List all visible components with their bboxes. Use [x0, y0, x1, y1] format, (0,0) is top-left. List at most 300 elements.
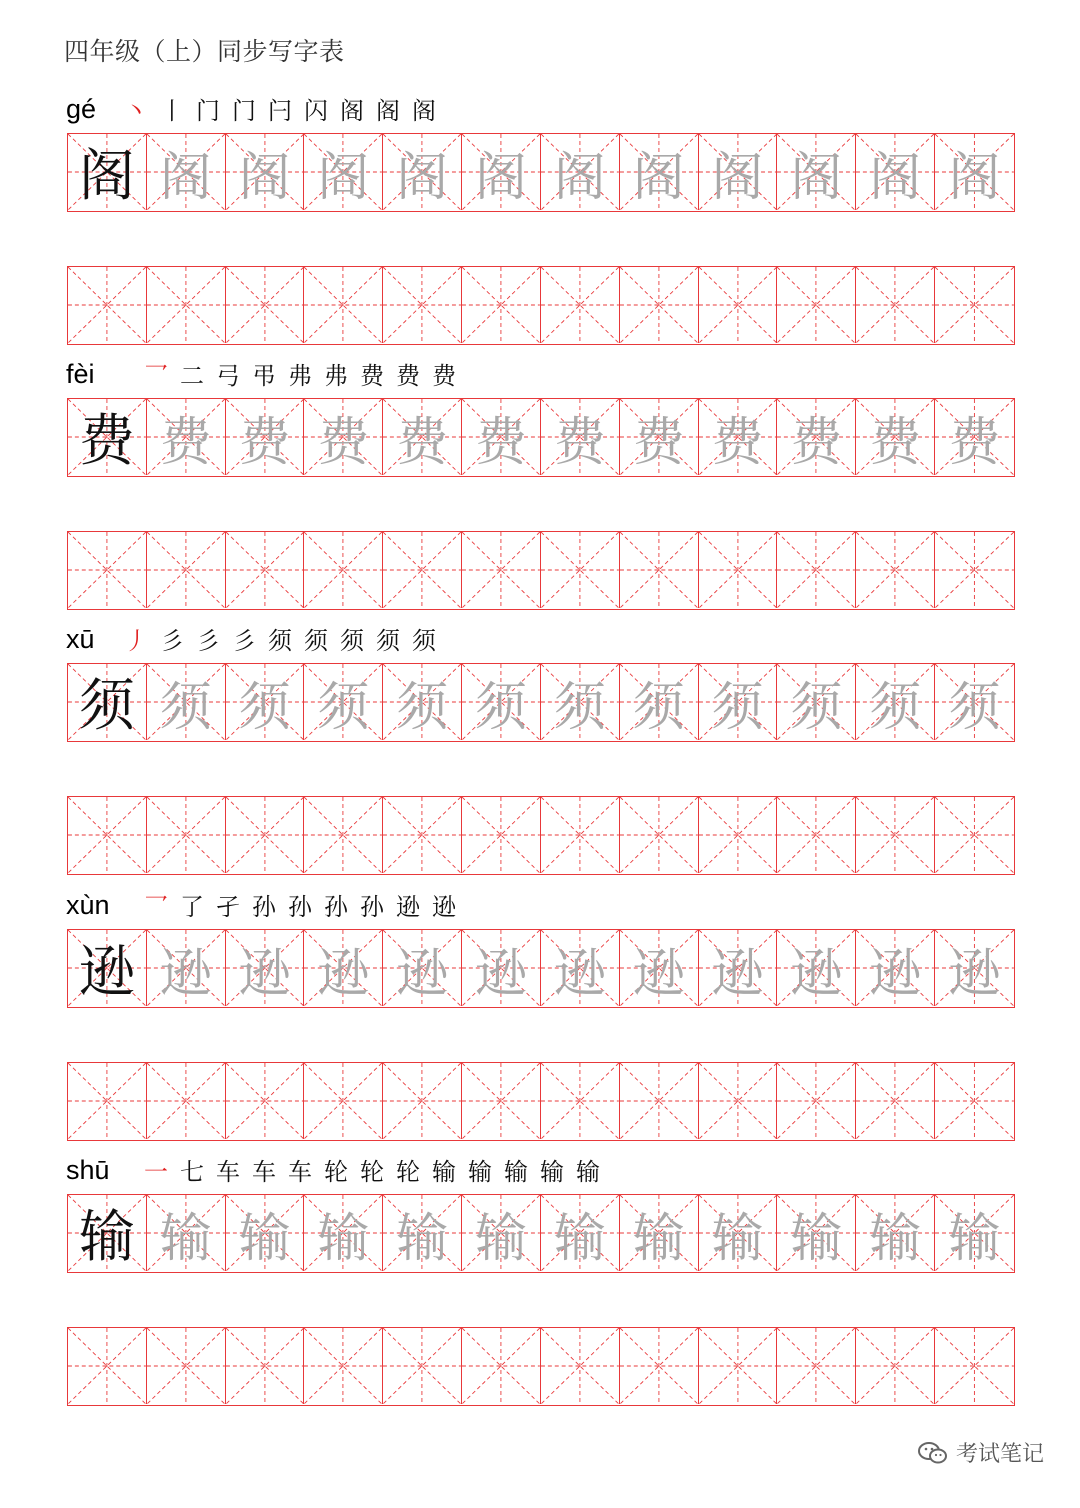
stroke-step: 丨 — [160, 97, 184, 125]
stroke-step: 阁 — [340, 97, 364, 125]
trace-character: 输 — [238, 1208, 291, 1269]
trace-cell — [226, 399, 305, 475]
practice-cell[interactable] — [68, 532, 147, 608]
trace-character: 阁 — [396, 147, 449, 208]
stroke-step: 孙 — [360, 893, 384, 921]
practice-cell[interactable] — [935, 1328, 1014, 1404]
grid-guide-lines — [856, 1063, 934, 1139]
practice-cell[interactable] — [147, 267, 226, 343]
stroke-order — [138, 888, 462, 924]
trace-character: 阁 — [632, 147, 685, 208]
trace-cell — [777, 399, 856, 475]
trace-cell — [226, 134, 305, 210]
practice-cell[interactable] — [620, 1328, 699, 1404]
grid-guide-lines — [226, 797, 304, 873]
practice-row — [67, 266, 1015, 345]
trace-character: 须 — [396, 677, 449, 738]
trace-cell — [541, 399, 620, 475]
stroke-step: 阁 — [376, 97, 400, 125]
stroke-step: 逊 — [432, 893, 456, 921]
practice-cell[interactable] — [777, 267, 856, 343]
trace-cell — [226, 930, 305, 1006]
grid-guide-lines — [147, 797, 225, 873]
trace-row — [67, 398, 1015, 477]
grid-guide-lines — [68, 1328, 146, 1404]
stroke-step: 逊 — [396, 893, 420, 921]
practice-cell[interactable] — [541, 1063, 620, 1139]
trace-character: 输 — [159, 1208, 212, 1269]
trace-character: 逊 — [238, 943, 291, 1004]
trace-cell — [226, 664, 305, 740]
practice-cell[interactable] — [226, 1328, 305, 1404]
trace-character: 须 — [317, 677, 370, 738]
trace-cell — [462, 399, 541, 475]
grid-guide-lines — [462, 797, 540, 873]
stroke-step: 孙 — [252, 893, 276, 921]
trace-character: 输 — [317, 1208, 370, 1269]
model-cell — [68, 664, 147, 740]
trace-character: 逊 — [475, 943, 528, 1004]
trace-character: 输 — [475, 1208, 528, 1269]
grid-guide-lines — [620, 1063, 698, 1139]
trace-character: 逊 — [948, 943, 1001, 1004]
stroke-step: 门 — [196, 97, 220, 125]
trace-character: 费 — [396, 412, 449, 473]
trace-row — [67, 1194, 1015, 1273]
grid-guide-lines — [304, 1328, 382, 1404]
trace-character: 费 — [790, 412, 843, 473]
stroke-step: 弔 — [252, 362, 276, 390]
trace-cell — [777, 930, 856, 1006]
stroke-step: 须 — [268, 627, 292, 655]
grid-guide-lines — [383, 267, 461, 343]
stroke-step: 彡 — [232, 627, 256, 655]
trace-character: 逊 — [711, 943, 764, 1004]
practice-cell[interactable] — [68, 797, 147, 873]
practice-cell[interactable] — [304, 1063, 383, 1139]
stroke-step: 乛 — [144, 893, 168, 921]
trace-cell — [777, 664, 856, 740]
trace-cell — [147, 134, 226, 210]
stroke-step: 孙 — [324, 893, 348, 921]
practice-cell[interactable] — [935, 1063, 1014, 1139]
stroke-step: 门 — [232, 97, 256, 125]
practice-cell[interactable] — [68, 267, 147, 343]
grid-guide-lines — [304, 1063, 382, 1139]
practice-cell[interactable] — [226, 267, 305, 343]
grid-guide-lines — [226, 267, 304, 343]
trace-character: 阁 — [159, 147, 212, 208]
practice-cell[interactable] — [226, 532, 305, 608]
practice-cell[interactable] — [777, 1063, 856, 1139]
practice-cell[interactable] — [304, 797, 383, 873]
trace-cell — [462, 930, 541, 1006]
model-character: 费 — [78, 409, 135, 474]
grid-guide-lines — [541, 797, 619, 873]
grid-guide-lines — [68, 797, 146, 873]
practice-cell[interactable] — [462, 1063, 541, 1139]
trace-cell — [620, 930, 699, 1006]
stroke-step: 弓 — [216, 362, 240, 390]
trace-cell — [462, 134, 541, 210]
grid-guide-lines — [147, 532, 225, 608]
trace-character: 逊 — [790, 943, 843, 1004]
stroke-order — [118, 92, 442, 128]
trace-cell — [147, 930, 226, 1006]
trace-cell — [620, 1195, 699, 1271]
trace-character: 须 — [869, 677, 922, 738]
pinyin-label: gé — [66, 94, 97, 124]
grid-guide-lines — [777, 1328, 855, 1404]
grid-guide-lines — [856, 532, 934, 608]
practice-cell[interactable] — [699, 1328, 778, 1404]
grid-guide-lines — [699, 1328, 777, 1404]
grid-guide-lines — [462, 1063, 540, 1139]
stroke-step: 车 — [252, 1158, 276, 1186]
practice-cell[interactable] — [699, 267, 778, 343]
practice-cell[interactable] — [147, 532, 226, 608]
trace-cell — [541, 930, 620, 1006]
stroke-step: 须 — [304, 627, 328, 655]
grid-guide-lines — [68, 267, 146, 343]
practice-cell[interactable] — [699, 1063, 778, 1139]
trace-cell — [383, 930, 462, 1006]
trace-cell — [383, 134, 462, 210]
trace-character: 须 — [159, 677, 212, 738]
grid-guide-lines — [383, 797, 461, 873]
practice-cell[interactable] — [856, 267, 935, 343]
trace-cell — [462, 1195, 541, 1271]
trace-character: 逊 — [869, 943, 922, 1004]
trace-cell — [856, 930, 935, 1006]
pinyin-label: xùn — [66, 890, 110, 920]
practice-cell[interactable] — [777, 1328, 856, 1404]
practice-cell[interactable] — [856, 797, 935, 873]
trace-cell — [699, 399, 778, 475]
grid-guide-lines — [777, 532, 855, 608]
practice-cell[interactable] — [620, 267, 699, 343]
grid-guide-lines — [620, 532, 698, 608]
model-character: 输 — [78, 1205, 135, 1270]
trace-cell — [147, 1195, 226, 1271]
grid-guide-lines — [856, 797, 934, 873]
trace-character: 输 — [553, 1208, 606, 1269]
practice-cell[interactable] — [777, 797, 856, 873]
stroke-step: 彡 — [196, 627, 220, 655]
trace-cell — [620, 134, 699, 210]
practice-cell[interactable] — [935, 532, 1014, 608]
trace-character: 输 — [790, 1208, 843, 1269]
trace-character: 费 — [159, 412, 212, 473]
trace-cell — [304, 1195, 383, 1271]
trace-cell — [304, 399, 383, 475]
trace-character: 须 — [711, 677, 764, 738]
stroke-step: 弗 — [288, 362, 312, 390]
practice-cell[interactable] — [462, 532, 541, 608]
trace-character: 阁 — [790, 147, 843, 208]
trace-cell — [541, 664, 620, 740]
trace-cell — [699, 664, 778, 740]
grid-guide-lines — [856, 1328, 934, 1404]
stroke-step: 输 — [468, 1158, 492, 1186]
model-cell — [68, 930, 147, 1006]
practice-row — [67, 1327, 1015, 1406]
trace-character: 逊 — [159, 943, 212, 1004]
stroke-step: 费 — [396, 362, 420, 390]
practice-cell[interactable] — [777, 532, 856, 608]
practice-cell[interactable] — [620, 532, 699, 608]
grid-guide-lines — [147, 1063, 225, 1139]
grid-guide-lines — [777, 267, 855, 343]
trace-cell — [935, 664, 1014, 740]
trace-character: 须 — [238, 677, 291, 738]
trace-character: 费 — [711, 412, 764, 473]
model-cell — [68, 134, 147, 210]
trace-cell — [541, 134, 620, 210]
trace-row — [67, 929, 1015, 1008]
trace-cell — [699, 134, 778, 210]
practice-cell[interactable] — [383, 532, 462, 608]
stroke-order — [138, 1153, 606, 1189]
trace-cell — [935, 134, 1014, 210]
practice-cell[interactable] — [147, 797, 226, 873]
trace-character: 阁 — [317, 147, 370, 208]
trace-character: 逊 — [396, 943, 449, 1004]
grid-guide-lines — [462, 267, 540, 343]
grid-guide-lines — [699, 532, 777, 608]
grid-guide-lines — [935, 267, 1014, 343]
stroke-step: 须 — [376, 627, 400, 655]
trace-character: 费 — [632, 412, 685, 473]
grid-guide-lines — [383, 1328, 461, 1404]
practice-cell[interactable] — [68, 1063, 147, 1139]
practice-cell[interactable] — [304, 532, 383, 608]
trace-cell — [777, 1195, 856, 1271]
practice-cell[interactable] — [304, 1328, 383, 1404]
trace-row — [67, 133, 1015, 212]
grid-guide-lines — [777, 797, 855, 873]
grid-guide-lines — [383, 532, 461, 608]
trace-cell — [304, 664, 383, 740]
practice-row — [67, 1062, 1015, 1141]
trace-character: 输 — [632, 1208, 685, 1269]
stroke-step: 孙 — [288, 893, 312, 921]
stroke-step: 输 — [576, 1158, 600, 1186]
trace-character: 须 — [948, 677, 1001, 738]
practice-row — [67, 796, 1015, 875]
trace-character: 费 — [317, 412, 370, 473]
stroke-step: 费 — [360, 362, 384, 390]
model-character: 须 — [78, 674, 135, 739]
practice-cell[interactable] — [68, 1328, 147, 1404]
stroke-step: 阁 — [412, 97, 436, 125]
practice-cell[interactable] — [383, 797, 462, 873]
stroke-step: 弗 — [324, 362, 348, 390]
practice-cell[interactable] — [699, 797, 778, 873]
grid-guide-lines — [304, 797, 382, 873]
grid-guide-lines — [147, 1328, 225, 1404]
pinyin-label: fèi — [66, 359, 95, 389]
grid-guide-lines — [462, 532, 540, 608]
model-cell — [68, 1195, 147, 1271]
practice-cell[interactable] — [541, 1328, 620, 1404]
practice-cell[interactable] — [541, 532, 620, 608]
stroke-step: 一 — [144, 1158, 168, 1186]
stroke-step: 彡 — [160, 627, 184, 655]
stroke-step: 孑 — [216, 893, 240, 921]
trace-cell — [147, 399, 226, 475]
grid-guide-lines — [935, 1328, 1014, 1404]
practice-cell[interactable] — [383, 1328, 462, 1404]
practice-cell[interactable] — [147, 1328, 226, 1404]
trace-character: 阁 — [869, 147, 922, 208]
trace-cell — [699, 930, 778, 1006]
trace-character: 输 — [948, 1208, 1001, 1269]
stroke-step: 输 — [504, 1158, 528, 1186]
trace-cell — [226, 1195, 305, 1271]
trace-cell — [856, 134, 935, 210]
practice-cell[interactable] — [462, 267, 541, 343]
trace-character: 阁 — [948, 147, 1001, 208]
trace-character: 输 — [711, 1208, 764, 1269]
grid-guide-lines — [935, 797, 1014, 873]
practice-cell[interactable] — [620, 797, 699, 873]
practice-cell[interactable] — [935, 797, 1014, 873]
trace-cell — [856, 1195, 935, 1271]
practice-cell[interactable] — [856, 1063, 935, 1139]
stroke-order — [138, 357, 462, 393]
practice-cell[interactable] — [620, 1063, 699, 1139]
pinyin-label: xū — [66, 624, 95, 654]
practice-cell[interactable] — [383, 267, 462, 343]
trace-cell — [856, 664, 935, 740]
practice-cell[interactable] — [699, 532, 778, 608]
stroke-step: 费 — [432, 362, 456, 390]
grid-guide-lines — [147, 267, 225, 343]
practice-cell[interactable] — [147, 1063, 226, 1139]
grid-guide-lines — [68, 1063, 146, 1139]
pinyin-label: shū — [66, 1155, 110, 1185]
stroke-step: 闪 — [304, 97, 328, 125]
stroke-step: 乛 — [144, 362, 168, 390]
stroke-step: 二 — [180, 362, 204, 390]
stroke-step: 输 — [540, 1158, 564, 1186]
model-cell — [68, 399, 147, 475]
grid-guide-lines — [620, 1328, 698, 1404]
grid-guide-lines — [541, 267, 619, 343]
stroke-step: 轮 — [324, 1158, 348, 1186]
trace-cell — [777, 134, 856, 210]
trace-character: 逊 — [553, 943, 606, 1004]
stroke-step: 闩 — [268, 97, 292, 125]
stroke-step: 丿 — [124, 627, 148, 655]
grid-guide-lines — [226, 532, 304, 608]
practice-cell[interactable] — [935, 267, 1014, 343]
stroke-step: 轮 — [396, 1158, 420, 1186]
practice-cell[interactable] — [383, 1063, 462, 1139]
trace-cell — [856, 399, 935, 475]
trace-character: 费 — [948, 412, 1001, 473]
stroke-step: 输 — [432, 1158, 456, 1186]
grid-guide-lines — [541, 1063, 619, 1139]
grid-guide-lines — [935, 1063, 1014, 1139]
grid-guide-lines — [541, 532, 619, 608]
grid-guide-lines — [856, 267, 934, 343]
stroke-step: 丶 — [124, 97, 148, 125]
grid-guide-lines — [68, 532, 146, 608]
practice-cell[interactable] — [856, 1328, 935, 1404]
trace-cell — [462, 664, 541, 740]
trace-cell — [935, 399, 1014, 475]
practice-cell[interactable] — [462, 1328, 541, 1404]
trace-cell — [304, 134, 383, 210]
trace-character: 须 — [790, 677, 843, 738]
trace-character: 费 — [869, 412, 922, 473]
grid-guide-lines — [304, 267, 382, 343]
trace-character: 阁 — [475, 147, 528, 208]
trace-character: 费 — [553, 412, 606, 473]
trace-character: 费 — [475, 412, 528, 473]
practice-cell[interactable] — [541, 267, 620, 343]
grid-guide-lines — [620, 267, 698, 343]
practice-cell[interactable] — [304, 267, 383, 343]
grid-guide-lines — [777, 1063, 855, 1139]
trace-character: 须 — [553, 677, 606, 738]
trace-character: 逊 — [317, 943, 370, 1004]
grid-guide-lines — [462, 1328, 540, 1404]
trace-character: 费 — [238, 412, 291, 473]
trace-cell — [383, 1195, 462, 1271]
trace-cell — [304, 930, 383, 1006]
stroke-step: 须 — [340, 627, 364, 655]
grid-guide-lines — [226, 1063, 304, 1139]
grid-guide-lines — [699, 797, 777, 873]
watermark — [918, 1437, 1044, 1468]
stroke-step: 了 — [180, 893, 204, 921]
trace-row — [67, 663, 1015, 742]
practice-cell[interactable] — [541, 797, 620, 873]
trace-character: 输 — [869, 1208, 922, 1269]
stroke-step: 须 — [412, 627, 436, 655]
practice-cell[interactable] — [226, 797, 305, 873]
trace-character: 阁 — [553, 147, 606, 208]
grid-guide-lines — [935, 532, 1014, 608]
trace-character: 须 — [475, 677, 528, 738]
trace-cell — [699, 1195, 778, 1271]
practice-cell[interactable] — [462, 797, 541, 873]
model-character: 阁 — [78, 144, 135, 209]
grid-guide-lines — [699, 1063, 777, 1139]
trace-character: 逊 — [632, 943, 685, 1004]
practice-cell[interactable] — [226, 1063, 305, 1139]
trace-character: 输 — [396, 1208, 449, 1269]
trace-character: 须 — [632, 677, 685, 738]
trace-cell — [541, 1195, 620, 1271]
trace-cell — [935, 930, 1014, 1006]
stroke-order — [118, 622, 442, 658]
page-title: 四年级（上）同步写字表 — [64, 37, 345, 66]
wechat-icon — [918, 1441, 948, 1465]
practice-cell[interactable] — [856, 532, 935, 608]
trace-cell — [935, 1195, 1014, 1271]
stroke-step: 轮 — [360, 1158, 384, 1186]
trace-cell — [147, 664, 226, 740]
trace-cell — [620, 399, 699, 475]
trace-cell — [383, 664, 462, 740]
stroke-step: 车 — [288, 1158, 312, 1186]
trace-character: 阁 — [711, 147, 764, 208]
stroke-step: 七 — [180, 1158, 204, 1186]
